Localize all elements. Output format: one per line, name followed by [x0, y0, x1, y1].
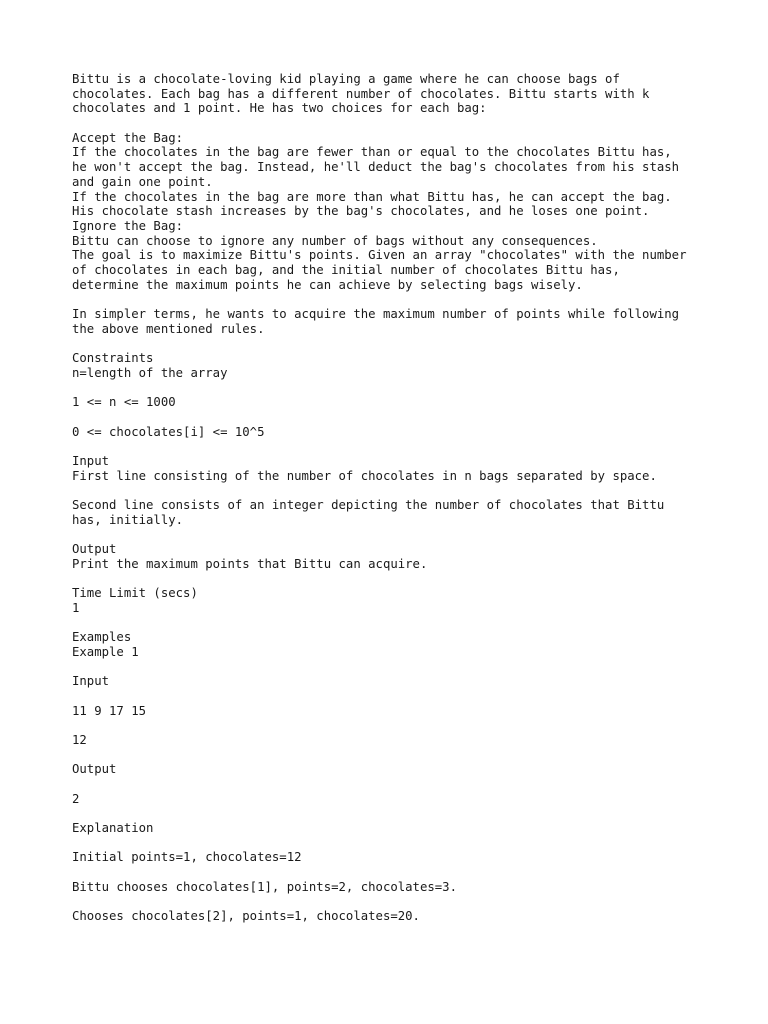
- text-line: If the chocolates in the bag are fewer than or equal to the chocolates Bittu has,: [72, 145, 672, 160]
- text-line: His chocolate stash increases by the bag's chocolates, and he loses one point.: [72, 204, 650, 219]
- text-line: 11 9 17 15: [72, 703, 147, 718]
- blank-line: [72, 689, 712, 704]
- text-line: Bittu is a chocolate-loving kid playing a game where he can choose bags of: [72, 72, 620, 86]
- text-line: 12: [72, 732, 87, 747]
- blank-line: [72, 483, 712, 498]
- blank-line: [72, 527, 712, 542]
- text-line: has, initially.: [72, 512, 184, 527]
- blank-line: [72, 660, 712, 675]
- text-line: Constraints: [72, 351, 154, 366]
- blank-line: [72, 615, 712, 630]
- text-line: determine the maximum points he can achieve by selecting bags wisely.: [72, 277, 583, 292]
- blank-line: [72, 380, 712, 395]
- text-line: Input: [72, 453, 110, 468]
- text-line: Example 1: [72, 644, 139, 659]
- text-line: 1: [72, 600, 80, 615]
- blank-line: [72, 718, 712, 733]
- text-line: Input: [72, 674, 110, 689]
- blank-line: [72, 806, 712, 821]
- text-line: 1 <= n <= 1000: [72, 395, 176, 410]
- blank-line: [72, 748, 712, 763]
- text-line: Bittu can choose to ignore any number of bags without any consequences.: [72, 233, 598, 248]
- text-line: Time Limit (secs): [72, 586, 198, 601]
- text-line: First line consisting of the number of chocolates in n bags separated by space.: [72, 468, 657, 483]
- text-line: 2: [72, 791, 80, 806]
- document-page: [72, 72, 712, 924]
- blank-line: [72, 571, 712, 586]
- text-line: Second line consists of an integer depicting the number of chocolates that Bittu: [72, 497, 665, 512]
- text-line: Print the maximum points that Bittu can acquire.: [72, 556, 428, 571]
- text-line: he won't accept the bag. Instead, he'll deduct the bag's chocolates from his stash: [72, 160, 680, 175]
- blank-line: [72, 336, 712, 351]
- blank-line: [72, 836, 712, 851]
- blank-line: [72, 116, 712, 131]
- text-line: n=length of the array: [72, 365, 228, 380]
- text-line: Output: [72, 762, 117, 777]
- text-line: the above mentioned rules.: [72, 321, 265, 336]
- text-line: In simpler terms, he wants to acquire the maximum number of points while following: [72, 307, 680, 321]
- text-line: Output: [72, 542, 117, 556]
- text-line: Bittu chooses chocolates[1], points=2, chocolates=3.: [72, 879, 457, 894]
- text-line: 0 <= chocolates[i] <= 10^5: [72, 424, 265, 439]
- blank-line: [72, 865, 712, 880]
- blank-line: [72, 410, 712, 425]
- text-line: The goal is to maximize Bittu's points. Given an array "chocolates" with the number: [72, 248, 687, 263]
- text-line: Initial points=1, chocolates=12: [72, 850, 302, 865]
- blank-line: [72, 439, 712, 454]
- text-line: Ignore the Bag:: [72, 218, 184, 233]
- text-line: of chocolates in each bag, and the initial number of chocolates Bittu has,: [72, 262, 620, 277]
- text-line: chocolates. Each bag has a different number of chocolates. Bittu starts with k: [72, 86, 650, 101]
- text-line: Explanation: [72, 821, 154, 836]
- blank-line: [72, 292, 712, 307]
- text-line: Accept the Bag:: [72, 130, 184, 145]
- text-line: and gain one point.: [72, 174, 213, 189]
- blank-line: [72, 777, 712, 792]
- text-line: Chooses chocolates[2], points=1, chocolates=20.: [72, 909, 420, 924]
- text-line: Examples: [72, 630, 132, 645]
- blank-line: [72, 895, 712, 910]
- text-line: chocolates and 1 point. He has two choices for each bag:: [72, 101, 487, 116]
- text-line: If the chocolates in the bag are more than what Bittu has, he can accept the bag.: [72, 189, 672, 204]
